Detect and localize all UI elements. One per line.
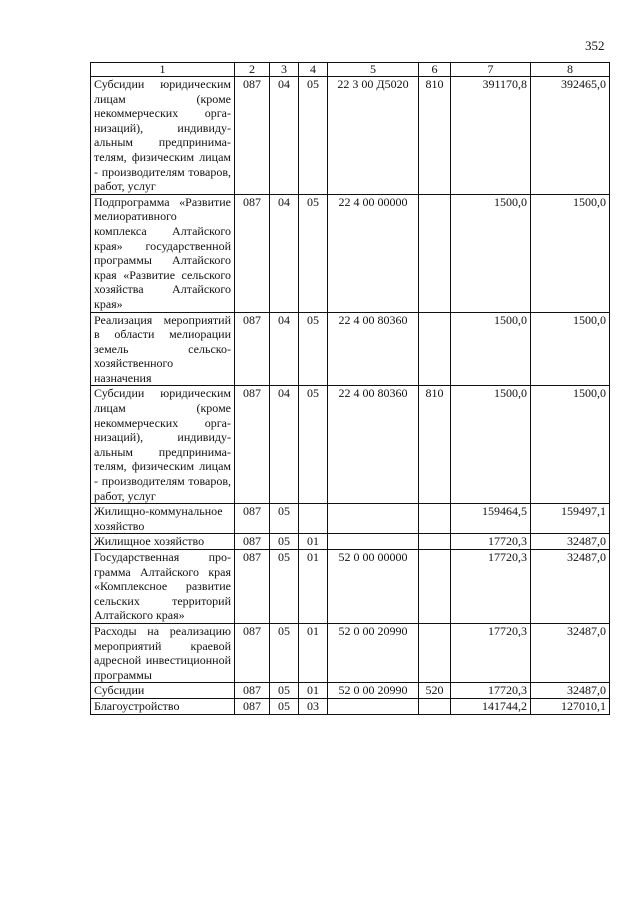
cell-amount-2: 32487,0 [531,683,610,699]
cell-ministry-code: 087 [235,534,270,550]
column-header: 1 [91,63,235,77]
table-row [91,623,610,682]
cell-section: 04 [270,194,299,312]
cell-expense-type [419,534,451,550]
cell-subsection: 05 [299,194,328,312]
budget-table [90,62,610,715]
row-name: Благоустройство [91,698,235,714]
cell-ministry-code: 087 [235,698,270,714]
cell-target-article: 52 0 00 20990 [328,623,419,682]
cell-subsection: 01 [299,534,328,550]
page-number: 352 [585,38,605,53]
cell-expense-type [419,550,451,624]
cell-amount-1: 17720,3 [451,550,531,624]
cell-target-article: 22 3 00 Д5020 [328,77,419,195]
cell-amount-2: 1500,0 [531,386,610,504]
cell-expense-type: 520 [419,683,451,699]
cell-target-article: 22 4 00 80360 [328,312,419,386]
cell-ministry-code: 087 [235,77,270,195]
cell-section: 04 [270,77,299,195]
cell-target-article: 22 4 00 00000 [328,194,419,312]
cell-ministry-code: 087 [235,623,270,682]
cell-section: 05 [270,504,299,534]
cell-ministry-code: 087 [235,386,270,504]
cell-target-article: 52 0 00 20990 [328,683,419,699]
table-row [91,312,610,386]
row-name: Жилищно-коммунальное хозяйство [91,504,235,534]
cell-subsection: 05 [299,386,328,504]
row-name: Субсидии юридическим лицам (кроме некоммерческих организаций), индивидуальным предпринимателям, физическим лицам - производителям товаров, работ, услуг [91,77,235,195]
column-header: 8 [531,63,610,77]
cell-target-article [328,534,419,550]
cell-subsection: 03 [299,698,328,714]
cell-amount-2: 1500,0 [531,194,610,312]
table-row [91,534,610,550]
cell-amount-1: 17720,3 [451,534,531,550]
table-header-row [91,63,610,77]
table-row [91,194,610,312]
cell-expense-type: 810 [419,77,451,195]
column-header: 6 [419,63,451,77]
table-row [91,550,610,624]
cell-amount-1: 141744,2 [451,698,531,714]
row-name: Субсидии юридическим лицам (кроме некоммерческих организаций), индивидуальным предпринимателям, физическим лицам - производителям товаров, работ, услуг [91,386,235,504]
cell-section: 05 [270,550,299,624]
cell-expense-type [419,698,451,714]
row-name: Подпрограмма «Развитие мелиоративного комплекса Алтайского края» государственной программы Алтайского края «Развитие сельского хозяйства Алтайского края» [91,194,235,312]
cell-amount-1: 1500,0 [451,386,531,504]
cell-expense-type [419,623,451,682]
cell-subsection: 01 [299,550,328,624]
table-row [91,683,610,699]
cell-amount-2: 392465,0 [531,77,610,195]
cell-section: 05 [270,683,299,699]
row-name: Государственная программа Алтайского края «Комплексное развитие сельских территорий Алтайского края» [91,550,235,624]
table-row [91,386,610,504]
cell-ministry-code: 087 [235,504,270,534]
cell-amount-2: 32487,0 [531,623,610,682]
cell-subsection: 01 [299,623,328,682]
cell-amount-1: 1500,0 [451,312,531,386]
cell-amount-2: 32487,0 [531,550,610,624]
cell-section: 05 [270,698,299,714]
cell-amount-2: 32487,0 [531,534,610,550]
cell-target-article [328,698,419,714]
cell-target-article: 52 0 00 00000 [328,550,419,624]
row-name: Субсидии [91,683,235,699]
cell-section: 05 [270,534,299,550]
cell-amount-1: 1500,0 [451,194,531,312]
table-row [91,698,610,714]
cell-section: 05 [270,623,299,682]
column-header: 3 [270,63,299,77]
cell-amount-2: 1500,0 [531,312,610,386]
cell-subsection: 01 [299,683,328,699]
table-row [91,77,610,195]
cell-subsection [299,504,328,534]
cell-amount-1: 391170,8 [451,77,531,195]
cell-amount-2: 159497,1 [531,504,610,534]
cell-amount-1: 17720,3 [451,683,531,699]
cell-amount-1: 159464,5 [451,504,531,534]
cell-ministry-code: 087 [235,683,270,699]
cell-ministry-code: 087 [235,194,270,312]
cell-expense-type [419,194,451,312]
cell-section: 04 [270,312,299,386]
cell-target-article [328,504,419,534]
cell-section: 04 [270,386,299,504]
row-name: Жилищное хозяйство [91,534,235,550]
cell-ministry-code: 087 [235,312,270,386]
cell-expense-type [419,312,451,386]
cell-ministry-code: 087 [235,550,270,624]
column-header: 7 [451,63,531,77]
cell-amount-2: 127010,1 [531,698,610,714]
table-row [91,504,610,534]
cell-expense-type: 810 [419,386,451,504]
column-header: 2 [235,63,270,77]
column-header: 5 [328,63,419,77]
cell-subsection: 05 [299,77,328,195]
cell-target-article: 22 4 00 80360 [328,386,419,504]
row-name: Расходы на реализацию мероприятий краевой адресной инвестиционной программы [91,623,235,682]
cell-subsection: 05 [299,312,328,386]
row-name: Реализация мероприятий в области мелиорации земель сельскохозяйственного назначения [91,312,235,386]
cell-amount-1: 17720,3 [451,623,531,682]
column-header: 4 [299,63,328,77]
cell-expense-type [419,504,451,534]
